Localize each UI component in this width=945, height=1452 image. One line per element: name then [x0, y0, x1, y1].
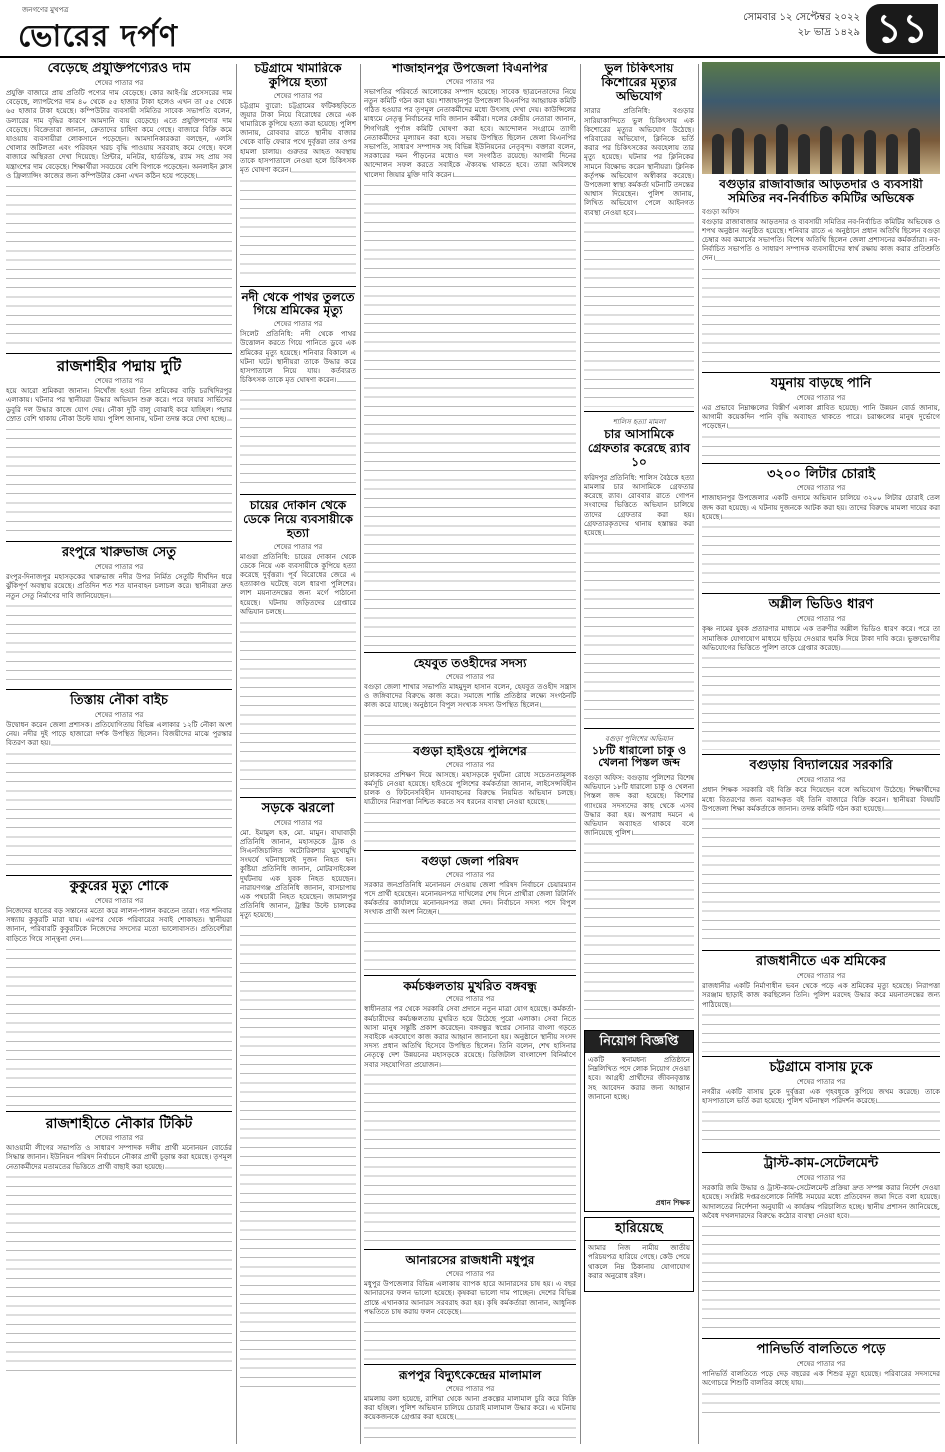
body-a22: এর প্রভাবে নিম্নাঞ্চলের বিস্তীর্ণ এলাকা প্লাবিত হয়েছে। পানি উন্নয়ন বোর্ড জানায়, আগামী কয়েকদিন পানি বৃদ্ধি অব্যাহত থাকতে পারে। চরাঞ্চলের মানুষ দুর্ভোগে পড়েছেন। [702, 404, 940, 459]
headline-a14[interactable]: বগুড়া জেলা পরিষদ [421, 853, 519, 868]
divider [240, 286, 356, 287]
kicker-a3: শেষের পাতার পর [94, 563, 144, 572]
headline-a18[interactable]: ভুল চিকিৎসায় কিশোরের মৃত্যুর অভিযোগ [601, 62, 677, 103]
kicker-a24: শেষের পাতার পর [796, 615, 846, 624]
masthead [0, 0, 945, 58]
column-rule [580, 64, 581, 1444]
headline-a22[interactable]: যমুনায় বাড়ছে পানি [770, 375, 872, 391]
body-a21: বগুড়ার রাজাবাজার আড়তদার ও ব্যবসায়ী সমিতির নব-নির্বাচিত কমিটির অভিষেক ও শপথ অনুষ্ঠান অনুষ্ঠিত হয়েছে। শনিবার রাতে এ অনুষ্ঠানে প্রধান অতিথি ছিলেন বগুড়া চেম্বার অব কমার্সের সভাপতি। বিশেষ অতিথি ছিলেন জেলা প্রশাসনের কর্মকর্তারা। নব-নির্বাচিত সভাপতি ও সাধারণ সম্পাদক ব্যবসায়ীদের স্বার্থ রক্ষায় কাজ করার প্রতিশ্রুতি দেন। [702, 218, 940, 368]
divider [240, 494, 356, 495]
column-rule [360, 64, 361, 1444]
kicker-a25: শেষের পাতার পর [796, 776, 846, 785]
headline-a3[interactable]: রংপুরে খারুভাজ সেতু [62, 545, 176, 561]
divider [702, 1338, 940, 1339]
divider [6, 875, 232, 876]
body-a25: প্রধান শিক্ষক সরকারি বই বিক্রি করে দিয়েছেন বলে অভিযোগ উঠেছে। শিক্ষার্থীদের মধ্যে বিতরণের জন্য বরাদ্দকৃত বই তিনি বাজারে বিক্রি করেন। স্থানীয়রা বিষয়টি উপজেলা শিক্ষা কর্মকর্তাকে জানান। তদন্ত কমিটি গঠন করা হয়েছে। [702, 786, 940, 946]
body-a9: মাগুরা প্রতিনিধি: চায়ের দোকান থেকে ডেকে নিয়ে এক ব্যবসায়ীকে কুপিয়ে হত্যা করেছে দুর্বৃত্তরা। পূর্ব বিরোধের জেরে এ হত্যাকাণ্ড ঘটেছে বলে ধারণা পুলিশের। লাশ ময়নাতদন্তের জন্য মর্গে পাঠানো হয়েছে। ঘটনায় জড়িতদের গ্রেপ্তারে অভিযান চলছে। [240, 553, 356, 793]
headline-a2[interactable]: রাজশাহীর পদ্মায় দুটি [56, 356, 182, 375]
kicker-a16: শেষের পাতার পর [445, 1270, 495, 1279]
lost-ad[interactable] [584, 1217, 694, 1292]
divider [6, 353, 232, 354]
headline-a28[interactable]: ট্রাস্ট-কাম-সেটেলমেন্ট [763, 1156, 879, 1172]
body-a6: আওয়ামী লীগের সভাপতি ও সাধারণ সম্পাদক দলীয় প্রার্থী মনোনয়ন বোর্ডের সিদ্ধান্ত জানান। ইউনিয়ন পরিষদ নির্বাচনে নৌকার প্রার্থী চূড়ান্ত করা হয়েছে। তৃণমূল নেতাকর্মীদের মতামতের ভিত্তিতে প্রার্থী বাছাই করা হয়েছে। [6, 1144, 232, 1374]
divider [702, 1056, 940, 1057]
divider [584, 411, 694, 412]
photo-figure [864, 130, 876, 174]
kicker-a13: শেষের পাতার পর [445, 760, 495, 769]
kicker-a2: শেষের পাতার পর [94, 377, 144, 386]
photo-figure [712, 134, 724, 174]
body-a24: কৃষ্ণ নামের যুবক প্রতারণার মাধ্যমে এক তরুণীর অশ্লীল ভিডিও ধারণ করে। পরে তা সামাজিক যোগাযোগ মাধ্যমে ছড়িয়ে দেওয়ার হুমকি দিয়ে টাকা দাবি করে। ভুক্তভোগীর অভিযোগের ভিত্তিতে পুলিশ তাকে গ্রেপ্তার করেছে। [702, 625, 940, 750]
kicker-a1: শেষের পাতার পর [94, 78, 144, 87]
body-a26: রাজধানীর একটি নির্মাণাধীন ভবন থেকে পড়ে এক শ্রমিকের মৃত্যু হয়েছে। নিরাপত্তা সরঞ্জাম ছাড়াই কাজ করছিলেন তিনি। পুলিশ মরদেহ উদ্ধার করে ময়নাতদন্তের জন্য পাঠিয়েছে। [702, 982, 940, 1052]
body-a28: সরকারি জমি উদ্ধার ও ট্রাস্ট-কাম-সেটেলমেন্ট প্রক্রিয়া দ্রুত সম্পন্ন করার নির্দেশ দেওয়া হয়েছে। সংশ্লিষ্ট দপ্তরগুলোকে নির্দিষ্ট সময়ের মধ্যে প্রতিবেদন জমা দিতে বলা হয়েছে। আদালতের নির্দেশনা অনুযায়ী এ কার্যক্রম পরিচালিত হচ্ছে। স্থানীয় প্রশাসন জানিয়েছে, অবৈধ দখলদারদের বিরুদ্ধে কঠোর ব্যবস্থা নেওয়া হবে। [702, 1184, 940, 1334]
headline-a1[interactable]: বেড়েছে প্রযুক্তিপণ্যেরও দাম [47, 62, 191, 76]
body-a16: মধুপুর উপজেলার বিভিন্ন এলাকায় ব্যাপক হারে আনারসের চাষ হয়। এ বছর আনারসের ফলন ভালো হয়েছে। কৃষকরা ভালো দাম পাচ্ছেন। দেশের বিভিন্ন প্রান্তে এখানকার আনারস সরবরাহ করা হয়। কৃষি কর্মকর্তারা জানান, আধুনিক পদ্ধতিতে চাষ করায় ফলন বেড়েছে। [364, 1280, 576, 1360]
divider [364, 652, 576, 653]
column-4 [584, 62, 694, 1447]
lost-ad-title: হারিয়েছে [585, 1218, 693, 1241]
job-ad-title: নিয়োগ বিজ্ঞপ্তি [585, 1031, 693, 1053]
photo-figure [820, 126, 832, 174]
kicker-a26: শেষের পাতার পর [796, 972, 846, 981]
kicker-a6: শেষের পাতার পর [94, 1134, 144, 1143]
divider [364, 1364, 576, 1365]
event-photo [702, 62, 940, 174]
body-a27: নগরীর একটি বাসায় ঢুকে দুর্বৃত্তরা এক গৃহবধূকে কুপিয়ে জখম করেছে। তাকে হাসপাতালে ভর্তি করা হয়েছে। পুলিশ ঘটনাস্থল পরিদর্শন করেছে। [702, 1088, 940, 1148]
headline-a13[interactable]: বগুড়া হাইওয়ে পুলিশের [413, 745, 527, 758]
newspaper-logo[interactable]: ভোরের দর্পণ [18, 19, 178, 54]
body-a17: মামলায় বলা হয়েছে, রাশিয়া থেকে আনা প্রকল্পের মালামাল চুরি করে বিক্রি করা হচ্ছিল। পুলিশ অভিযান চালিয়ে চোরাই মালামাল উদ্ধার করে। এ ঘটনায় কয়েকজনকে গ্রেপ্তার করা হয়েছে। [364, 1395, 576, 1440]
headline-a7[interactable]: চট্টগ্রামে খামারিকে কুপিয়ে হত্যা [254, 62, 342, 89]
kicker-a12: শেষের পাতার পর [445, 672, 495, 681]
kicker-a11: শেষের পাতার পর [445, 77, 495, 86]
kicker-a21: বগুড়া অফিস [702, 207, 740, 216]
body-a4: উদ্বোধন করেন জেলা প্রশাসক। প্রতিযোগিতায় বিভিন্ন এলাকার ১২টি নৌকা অংশ নেয়। নদীর দুই পাড়ে হাজারো দর্শক উপস্থিত ছিলেন। বিজয়ীদের মাঝে পুরস্কার বিতরণ করা হয়। [6, 721, 232, 871]
headline-a19[interactable]: চার আসামিকে গ্রেফতার করেছে র‍্যাব ১০ [587, 427, 691, 469]
divider [6, 689, 232, 690]
page-number: ১১ [866, 4, 938, 54]
photo-figure [908, 128, 920, 174]
headline-a4[interactable]: তিস্তায় নৌকা বাইচ [70, 693, 168, 709]
headline-a12[interactable]: হেযবুত তওহীদের সদস্য [413, 655, 527, 670]
issue-date-gregorian: সোমবার ১২ সেপ্টেম্বর ২০২২ [743, 12, 860, 23]
body-a23: শাজাহানপুর উপজেলার একটি গুদামে অভিযান চালিয়ে ৩২০০ লিটার চোরাই তেল জব্দ করা হয়েছে। এ ঘটনায় দুজনকে আটক করা হয়। তাদের বিরুদ্ধে মামলা দায়ের করা হয়েছে। [702, 494, 940, 589]
column-2 [240, 62, 356, 1447]
headline-a10[interactable]: সড়কে ঝরলো [261, 800, 335, 816]
body-a2: হয়ে আরো শ্রমিকরা জানান। নিখোঁজ হওয়া তিন শ্রমিকের বাড়ি চরখিদিরপুর এলাকায়। ঘটনার পর স্থানীয়রা উদ্ধার অভিযান শুরু করে। পরে ফায়ার সার্ভিসের ডুবুরি দল উদ্ধার কাজে যোগ দেয়। নৌকা দুটি বালু বোঝাই করে যাচ্ছিল। পদ্মার স্রোত বেশি থাকায় নৌকা উল্টে যায়। পুলিশ জানায়, ঘটনা তদন্ত করে দেখা হচ্ছে। [6, 387, 232, 537]
job-ad-body: একটি স্বনামধন্য প্রতিষ্ঠানে নিম্নলিখিত পদে লোক নিয়োগ দেওয়া হবে। আগ্রহী প্রার্থীদের জীবনবৃত্তান্ত সহ আবেদন করার জন্য আহ্বান জানানো হচ্ছে। [588, 1056, 690, 1101]
photo-figure [754, 134, 766, 174]
photo-figure [842, 134, 854, 174]
divider [702, 463, 940, 464]
center-lower [364, 745, 576, 1445]
body-a15: স্বাধীনতার পর থেকে সরকারি সেবা প্রদানে নতুন মাত্রা যোগ হয়েছে। কর্মকর্তা-কর্মচারীদের কর্মচঞ্চলতায় মুখরিত হয়ে উঠেছে পুরো এলাকা। সেবা নিতে আসা মানুষ সন্তুষ্টি প্রকাশ করেছেন। বঙ্গবন্ধুর স্বপ্নের সোনার বাংলা গড়তে সবাইকে একযোগে কাজ করার আহ্বান জানানো হয়। অনুষ্ঠানে স্থানীয় সংসদ সদস্য প্রধান অতিথি হিসেবে উপস্থিত ছিলেন। তিনি বলেন, শেখ হাসিনার নেতৃত্বে দেশ উন্নয়নের মহাসড়কে রয়েছে। ডিজিটাল বাংলাদেশ বিনির্মাণে সবার সহযোগিতা প্রয়োজন। [364, 1005, 576, 1245]
kicker-a8: শেষের পাতার পর [273, 320, 323, 329]
kicker-a10: শেষের পাতার পর [273, 818, 323, 827]
divider [364, 850, 576, 851]
photo-figure [798, 134, 810, 174]
body-a29: পানিভর্তি বালতিতে পড়ে দেড় বছরের এক শিশুর মৃত্যু হয়েছে। পরিবারের সদস্যদের অগোচরে শিশুটি বালতির কাছে যায়। [702, 1370, 940, 1420]
masthead-tagline: জনগণের মুখপত্র [22, 6, 69, 14]
divider [702, 593, 940, 594]
photo-figure [732, 128, 744, 174]
divider [702, 950, 940, 951]
column-1 [6, 62, 232, 1447]
headline-a16[interactable]: আনারসের রাজধানী মধুপুর [405, 1253, 535, 1268]
body-a10: মো. ইমামুল হক, মো. মামুন। বাঘাবাড়ী প্রতিনিধি জানান, মহাসড়কে ট্রাক ও সিএনজিচালিত অটোরিকশার মুখোমুখি সংঘর্ষে ঘটনাস্থলেই দুজন নিহত হন। কুষ্টিয়া প্রতিনিধি জানান, মোটরসাইকেল দুর্ঘটনায় এক যুবক নিহত হয়েছেন। নারায়ণগঞ্জ প্রতিনিধি জানান, বাসচাপায় এক পথচারী নিহত হয়েছেন। জামালপুর প্রতিনিধি জানান, ট্রাক্টর উল্টে চালকের মৃত্যু হয়েছে। [240, 829, 356, 1389]
kicker-a9: শেষের পাতার পর [273, 542, 323, 551]
photo-figure [776, 124, 788, 174]
headline-a23[interactable]: ৩২০০ লিটার চোরাই [766, 466, 875, 482]
kicker-a22: শেষের পাতার পর [796, 393, 846, 402]
body-a11: সভাপতির পরিবর্তে আলোকের সম্পাদ হয়েছে। সাবেক ছাত্রনেতাদের নিয়ে নতুন কমিটি গঠন করা হয়। শাজাহানপুর উপজেলা বিএনপির আহ্বায়ক কমিটি গঠিত হওয়ার পর তৃণমূল নেতাকর্মীদের মধ্যে উৎসাহ দেখা দেয়। কাউন্সিলের মাধ্যমে নেতৃত্ব নির্বাচনের দাবি জানান কর্মীরা। দলের কেন্দ্রীয় নেতারা জানান, শিগগিরই পূর্ণাঙ্গ কমিটি ঘোষণা করা হবে। আন্দোলন সংগ্রামে ত্যাগী নেতাকর্মীদের মূল্যায়ন করা হবে। সভায় উপস্থিত ছিলেন জেলা বিএনপির সভাপতি, সাধারণ সম্পাদক সহ বিভিন্ন ইউনিয়নের নেতৃবৃন্দ। বক্তারা বলেন, সরকারের দমন পীড়নের মধ্যেও দল সংগঠিত রয়েছে। আগামী দিনের আন্দোলন সফল করতে সবাইকে ঐক্যবদ্ধ থাকতে হবে। তারা অবিলম্বে খালেদা জিয়ার মুক্তি দাবি করেন। [364, 88, 576, 648]
body-a8: সিলেট প্রতিনিধি: নদী থেকে পাথর উত্তোলন করতে গিয়ে পানিতে ডুবে এক শ্রমিকের মৃত্যু হয়েছে। শনিবার বিকালে এ ঘটনা ঘটে। স্থানীয়রা তাকে উদ্ধার করে হাসপাতালে নিয়ে যায়। কর্তব্যরত চিকিৎসক তাকে মৃত ঘোষণা করেন। [240, 330, 356, 490]
body-a3: রংপুর-দিনাজপুর মহাসড়কের খারুভাজ নদীর উপর নির্মিত সেতুটি দীর্ঘদিন ধরে ঝুঁকিপূর্ণ অবস্থায় রয়েছে। প্রতিদিন শত শত যানবাহন চলাচল করে। স্থানীয়রা দ্রুত নতুন সেতু নির্মাণের দাবি জানিয়েছেন। [6, 573, 232, 685]
headline-a9[interactable]: চায়ের দোকান থেকে ডেকে নিয়ে ব্যবসায়ীকে হত্যা [243, 498, 353, 540]
body-a5: নিজেদের হাতের বড় সন্তানের মতো করে লালন-পালন করতেন তারা। গত শনিবার সন্ধ্যায় কুকুরটি মারা যায়। এরপর থেকে পরিবারের সবাই শোকাহত। স্থানীয়রা জানান, পরিবারটি কুকুরটিকে নিজেদের সদস্যের মতো ভালোবাসত। প্রতিবেশীরা বাড়িতে গিয়ে সান্ত্বনা দেন। [6, 907, 232, 1107]
headline-a5[interactable]: কুকুরের মৃত্যু শোকে [69, 879, 169, 895]
column-5-text [702, 178, 940, 1447]
body-a1: প্রযুক্তি বাজারে প্রায় প্রতিটি পণ্যের দাম বেড়েছে। কোর আই-থ্রি প্রসেসরের দাম বেড়েছে, ল্যাপটপের দাম ৪০ থেকে ৫৫ হাজার টাকা হলেও এখন তা ৫৫ থেকে ৬৫ হাজার টাকা হয়েছে। কম্পিউটার ব্যবসায়ী সমিতির সাবেক সভাপতি বলেন, ডলারের দাম বৃদ্ধির কারণে আমদানি ব্যয় বেড়েছে। এতে প্রযুক্তিপণ্যের দাম বেড়েছে। বিক্রেতারা জানান, ক্রেতাদের চাহিদা কমে গেছে। বাজারে বিক্রি কমে যাওয়ায় ব্যবসায়ীরা লোকসানে পড়েছেন। আমদানিকারকরা বলছেন, এলসি খোলার জটিলতা এবং পরিবহন খরচ বৃদ্ধি পাওয়ায় সরবরাহ কমে গেছে। ফলে বাজারে অস্থিরতা দেখা দিয়েছে। প্রিন্টার, মনিটর, হার্ডডিস্ক, র‍্যাম সহ প্রায় সব যন্ত্রাংশের দাম বেড়েছে। শিক্ষার্থীরা সবচেয়ে বেশি বিপাকে পড়েছেন। অনলাইন ক্লাস ও ফ্রিল্যান্সিং কাজের জন্য কম্পিউটার কেনা এখন কঠিন হয়ে পড়েছে। [6, 89, 232, 349]
body-a12: বগুড়া জেলা শাখার সভাপতি মাহমুদুল হাসান বলেন, হেযবুত তওহীদ সন্ত্রাস ও জঙ্গিবাদের বিরুদ্ধে কাজ করে। সমাজে শান্তি প্রতিষ্ঠার লক্ষ্যে সংগঠনটি কাজ করে যাচ্ছে। অনুষ্ঠানে বিপুল সংখ্যক সদস্য উপস্থিত ছিলেন। [364, 683, 576, 753]
body-a14: সরকার জনপ্রতিনিধি মনোনয়ন দেওয়ায় জেলা পরিষদ নির্বাচনে চেয়ারম্যান পদে প্রার্থী হয়েছেন। মনোনয়নপত্র দাখিলের শেষ দিনে প্রার্থীরা জেলা রিটার্নিং কর্মকর্তার কার্যালয়ে মনোনয়নপত্র জমা দেন। নির্বাচনে সদস্য পদে বিপুল সংখ্যক প্রার্থী অংশ নিচ্ছেন। [364, 881, 576, 971]
headline-a6[interactable]: রাজশাহীতে নৌকার টিকিট [45, 1116, 193, 1132]
column-rule [698, 64, 699, 1444]
kicker-a27: শেষের পাতার পর [796, 1078, 846, 1087]
issue-date [720, 10, 860, 40]
kicker-a20: বগুড়া পুলিশের অভিযান [605, 734, 673, 743]
issue-date-bangla: ২৮ ভাদ্র ১৪২৯ [797, 27, 860, 38]
kicker-a15: শেষের পাতার পর [445, 995, 495, 1004]
body-a7: চট্টগ্রাম ব্যুরো: চট্টগ্রামের ফটিকছড়িতে জুয়ার টাকা নিয়ে বিরোধের জেরে এক খামারিকে কুপিয়ে হত্যা করা হয়েছে। পুলিশ জানায়, রোববার রাতে স্থানীয় বাজার থেকে বাড়ি ফেরার পথে দুর্বৃত্তরা তার ওপর হামলা চালায়। গুরুতর আহত অবস্থায় তাকে হাসপাতালে নেওয়া হলে চিকিৎসক মৃত ঘোষণা করেন। [240, 102, 356, 282]
divider [702, 372, 940, 373]
headline-a8[interactable]: নদী থেকে পাথর তুলতে গিয়ে শ্রমিকের মৃত্যু [241, 289, 355, 318]
divider [6, 541, 232, 542]
kicker-a5: শেষের পাতার পর [94, 897, 144, 905]
kicker-a29: শেষের পাতার পর [796, 1360, 846, 1369]
lost-ad-body: আমার নিজ নামীয় জাতীয় পরিচয়পত্র হারিয়ে গেছে। কেউ পেয়ে থাকলে নিম্ন ঠিকানায় যোগাযোগ করার অনুরোধ রইল। [588, 1244, 690, 1280]
body-a20: বগুড়া অফিস: বগুড়ায় পুলিশের বিশেষ অভিযানে ১৮টি ধারালো চাকু ও খেলনা পিস্তল জব্দ করা হয়েছে। কিশোর গ্যাংয়ের সদস্যদের কাছ থেকে এসব উদ্ধার করা হয়। অপরাধ দমনে এ অভিযান অব্যাহত থাকবে বলে জানিয়েছে পুলিশ। [584, 774, 694, 1024]
headline-a25[interactable]: বগুড়ায় বিদ্যালয়ের সরকারি [749, 758, 893, 774]
divider [702, 754, 940, 755]
divider [6, 1111, 232, 1112]
kicker-a17: শেষের পাতার পর [445, 1384, 495, 1393]
job-ad-contact: প্রধান শিক্ষক [655, 1199, 690, 1208]
kicker-a14: শেষের পাতার পর [445, 870, 495, 879]
headline-a17[interactable]: রূপপুর বিদ্যুৎকেন্দ্রের মালামাল [398, 1368, 542, 1383]
kicker-a4: শেষের পাতার পর [94, 711, 144, 720]
column-5 [702, 62, 940, 1447]
body-a19: ফরিদপুর প্রতিনিধি: শালিস বৈঠকে হত্যা মামলার চার আসামিকে গ্রেফতার করেছে র‍্যাব। রোববার রাতে গোপন সংবাদের ভিত্তিতে অভিযান চালিয়ে তাদের গ্রেফতার করা হয়। গ্রেফতারকৃতদের থানায় হস্তান্তর করা হয়েছে। [584, 474, 694, 724]
divider [240, 797, 356, 798]
job-ad[interactable] [584, 1030, 694, 1212]
kicker-a23: শেষের পাতার পর [796, 484, 846, 493]
headline-a11[interactable]: শাজাহানপুর উপজেলা বিএনপির [392, 62, 548, 75]
kicker-a19: শালিস হত্যা মামলা [612, 418, 666, 427]
headline-a26[interactable]: রাজধানীতে এক শ্রমিকের [756, 954, 886, 970]
headline-a27[interactable]: চট্টগ্রামে বাসায় ঢুকে [769, 1060, 873, 1076]
divider [364, 1249, 576, 1250]
kicker-a28: শেষের পাতার পর [796, 1174, 846, 1183]
body-a18: সারার প্রতিনিধি: বগুড়ার সারিয়াকান্দিতে ভুল চিকিৎসায় এক কিশোরের মৃত্যুর অভিযোগ উঠেছে। পরিবারের অভিযোগ, ক্লিনিকে ভর্তি করার পর চিকিৎসকের অবহেলায় তার মৃত্যু হয়েছে। ঘটনার পর ক্লিনিকের সামনে বিক্ষোভ করেন স্থানীয়রা। ক্লিনিক কর্তৃপক্ষ অভিযোগ অস্বীকার করেছে। উপজেলা স্বাস্থ্য কর্মকর্তা ঘটনাটি তদন্তের আশ্বাস দিয়েছেন। পুলিশ জানায়, লিখিত অভিযোগ পেলে আইনগত ব্যবস্থা নেওয়া হবে। [584, 107, 694, 407]
headline-a29[interactable]: পানিভর্তি বালতিতে পড়ে [756, 1342, 886, 1358]
divider [702, 1152, 940, 1153]
kicker-a7: শেষের পাতার পর [273, 91, 323, 100]
photo-figure [886, 134, 898, 174]
divider [364, 975, 576, 976]
headline-a21[interactable]: বগুড়ার রাজাবাজার আড়তদার ও ব্যবসায়ী সমিতির নব-নির্বাচিত কমিটির অভিষেক [719, 178, 923, 205]
headline-a24[interactable]: অশ্লীল ভিডিও ধারণ [768, 597, 874, 613]
divider [584, 728, 694, 729]
headline-a20[interactable]: ১৮টি ধারালো চাকু ও খেলনা পিস্তল জব্দ [591, 743, 687, 770]
body-a13: চালকদের প্রশিক্ষণ দিয়ে আসছে। মহাসড়কে দুর্ঘটনা রোধে সচেতনতামূলক কর্মসূচি নেওয়া হয়েছে। হাইওয়ে পুলিশের কর্মকর্তারা জানান, লাইসেন্সবিহীন চালক ও ফিটনেসবিহীন যানবাহনের বিরুদ্ধে নিয়মিত অভিযান চলছে। যাত্রীদের নিরাপত্তা নিশ্চিত করতে সব ধরনের ব্যবস্থা নেওয়া হয়েছে। [364, 771, 576, 846]
column-rule [236, 64, 237, 1444]
headline-a15[interactable]: কর্মচঞ্চলতায় মুখরিত বঙ্গবন্ধু [403, 978, 537, 993]
